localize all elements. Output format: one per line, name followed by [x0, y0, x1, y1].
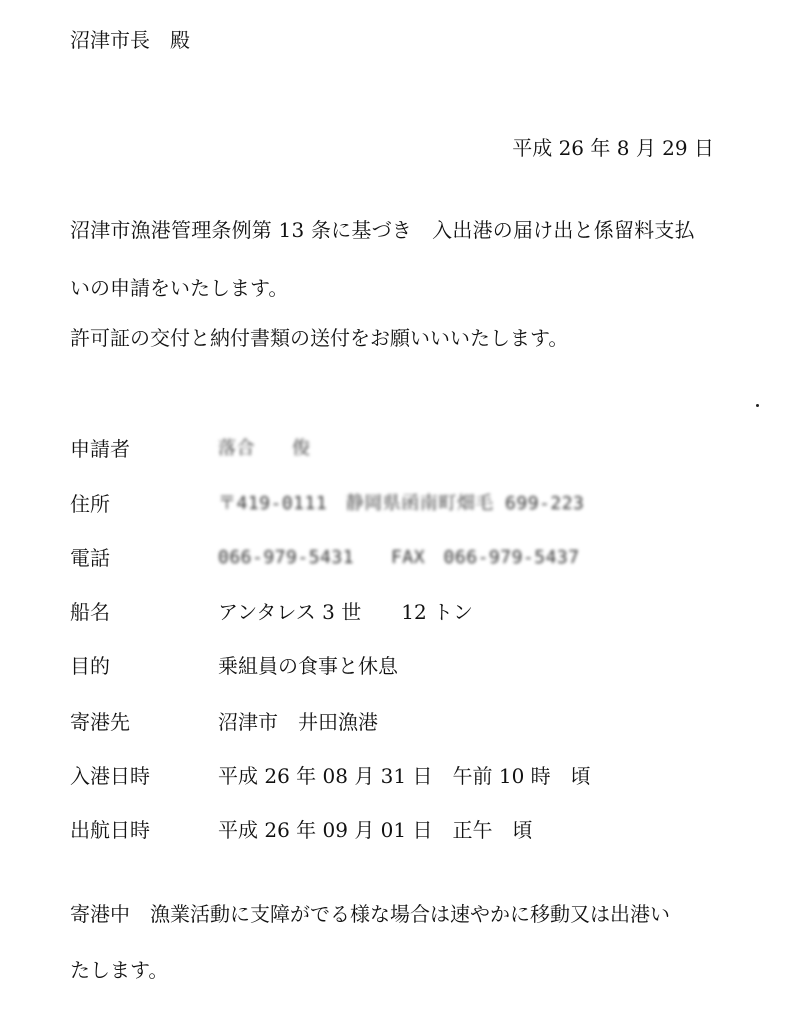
field-label: 電話 — [70, 546, 110, 570]
addressee: 沼津市長 殿 — [70, 28, 190, 52]
field-label: 入港日時 — [70, 764, 150, 788]
field-value: 沼津市 井田漁港 — [218, 710, 378, 734]
field-value-redacted: 066-979-5431 FAX 066-979-5437 — [218, 547, 580, 568]
scan-speck — [756, 404, 759, 407]
field-value: 平成 26 年 08 月 31 日 午前 10 時 頃 — [218, 764, 591, 788]
field-value-redacted: 〒419-0111 静岡県函南町畑毛 699-223 — [218, 493, 585, 514]
footer-line-2: たします。 — [70, 958, 169, 982]
paragraph-1-line-2: いの申請をいたします。 — [70, 276, 289, 300]
field-value: 平成 26 年 09 月 01 日 正午 頃 — [218, 818, 533, 842]
field-value: アンタレス 3 世 12 トン — [218, 600, 474, 624]
field-label: 寄港先 — [70, 710, 130, 734]
footer-line-1: 寄港中 漁業活動に支障がでる様な場合は速やかに移動又は出港い — [70, 902, 670, 926]
field-label: 目的 — [70, 654, 110, 678]
field-value-redacted: 落合 俊 — [218, 438, 311, 459]
paragraph-1-line-1: 沼津市漁港管理条例第 13 条に基づき 入出港の届け出と係留料支払 — [70, 218, 695, 242]
field-value: 乗組員の食事と休息 — [218, 654, 398, 678]
document-date: 平成 26 年 8 月 29 日 — [512, 136, 714, 160]
paragraph-2: 許可証の交付と納付書類の送付をお願いいいたします。 — [70, 326, 569, 350]
field-label: 出航日時 — [70, 818, 150, 842]
field-label: 住所 — [70, 492, 110, 516]
field-label: 申請者 — [70, 437, 130, 461]
field-label: 船名 — [70, 600, 110, 624]
